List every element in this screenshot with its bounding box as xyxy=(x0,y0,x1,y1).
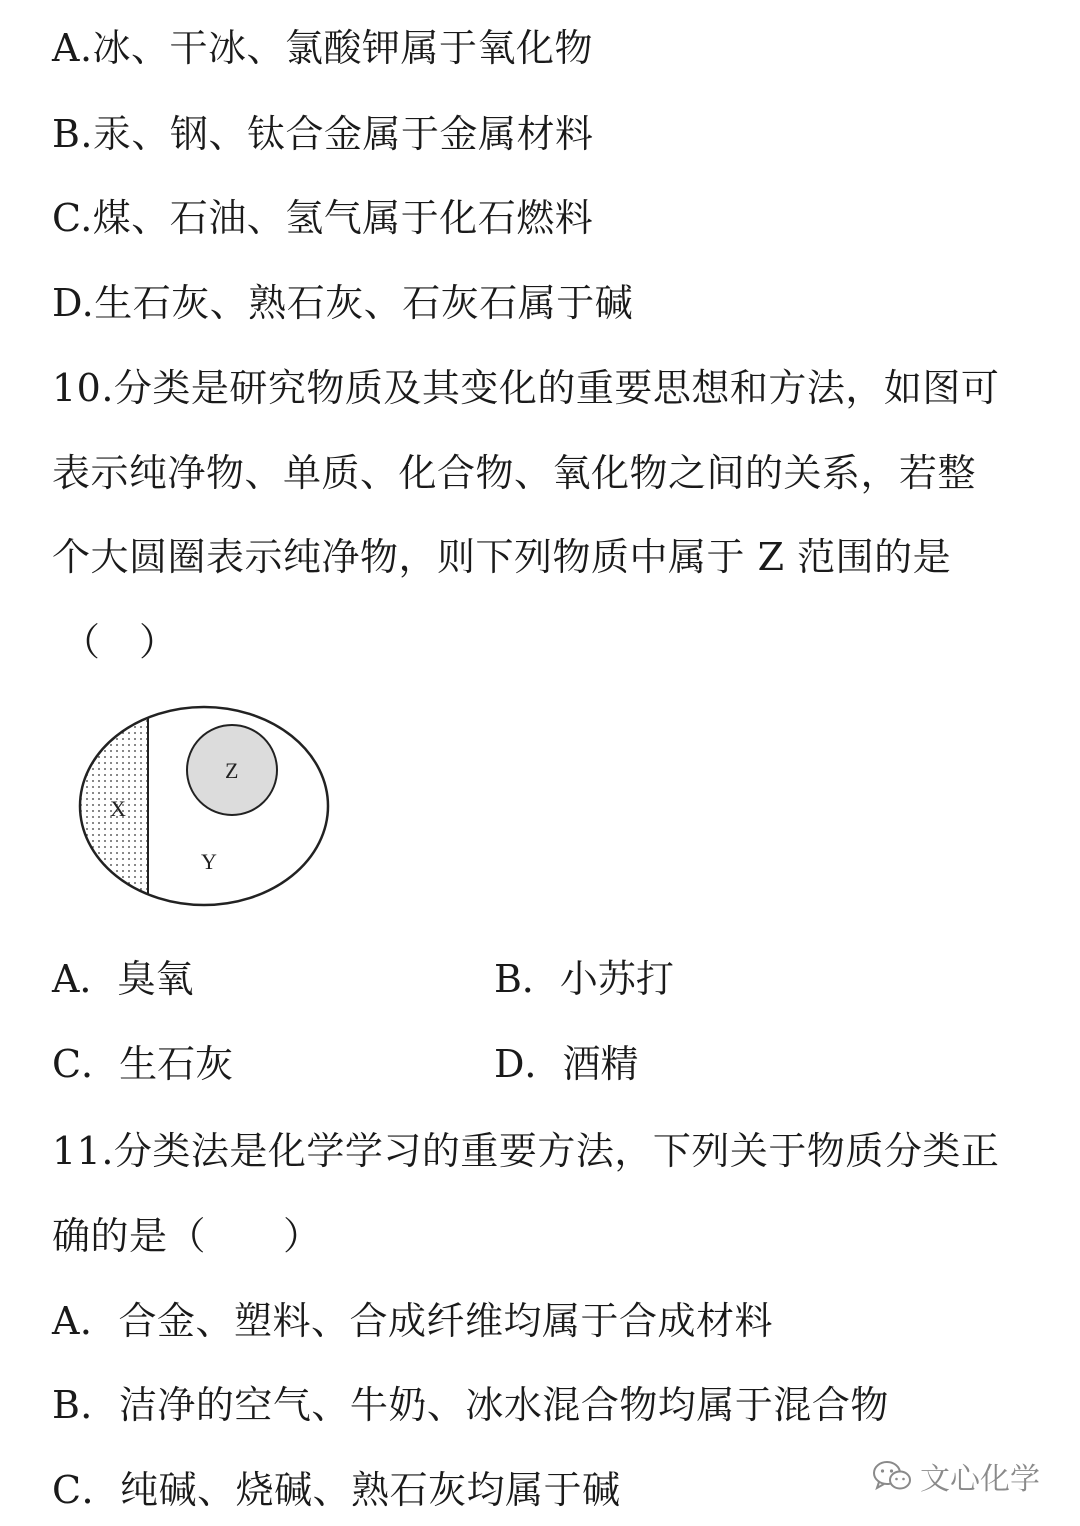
q10-option-c: C．生石灰 xyxy=(52,1042,234,1086)
q10-stem-line-3: 个大圆圈表示纯净物，则下列物质中属于 Z 范围的是 xyxy=(52,535,952,579)
q11-stem-line-2: 确的是（ ） xyxy=(52,1214,322,1258)
q11-option-a: A．合金、塑料、合成纤维均属于合成材料 xyxy=(52,1299,773,1343)
q10-answer-bracket: （ ） xyxy=(62,620,178,664)
q11-option-c: C．纯碱、烧碱、熟石灰均属于碱 xyxy=(52,1468,621,1512)
q10-option-b: B．小苏打 xyxy=(494,957,674,1001)
q10-option-a: A．臭氧 xyxy=(52,957,194,1001)
label-y: Y xyxy=(201,849,217,874)
q9-option-a: A.冰、干冰、氯酸钾属于氧化物 xyxy=(52,26,594,70)
q11-option-b: B．洁净的空气、牛奶、冰水混合物均属于混合物 xyxy=(52,1383,889,1427)
q11-stem-line-1: 11.分类法是化学学习的重要方法，下列关于物质分类正 xyxy=(52,1129,1000,1173)
wechat-icon xyxy=(872,1459,912,1493)
watermark xyxy=(872,1454,1040,1498)
label-x: X xyxy=(110,796,126,821)
q10-option-d: D．酒精 xyxy=(494,1042,639,1086)
q9-option-d: D.生石灰、熟石灰、石灰石属于碱 xyxy=(52,281,634,325)
q9-option-c: C.煤、石油、氢气属于化石燃料 xyxy=(52,196,594,240)
q10-stem-line-2: 表示纯净物、单质、化合物、氧化物之间的关系，若整 xyxy=(52,451,977,495)
classification-diagram xyxy=(72,700,342,922)
q9-option-b: B.汞、钢、钛合金属于金属材料 xyxy=(52,112,594,156)
watermark-text: 文心化学 xyxy=(920,1462,1040,1497)
label-z: Z xyxy=(225,758,239,783)
q10-stem-line-1: 10.分类是研究物质及其变化的重要思想和方法，如图可 xyxy=(52,366,1000,410)
